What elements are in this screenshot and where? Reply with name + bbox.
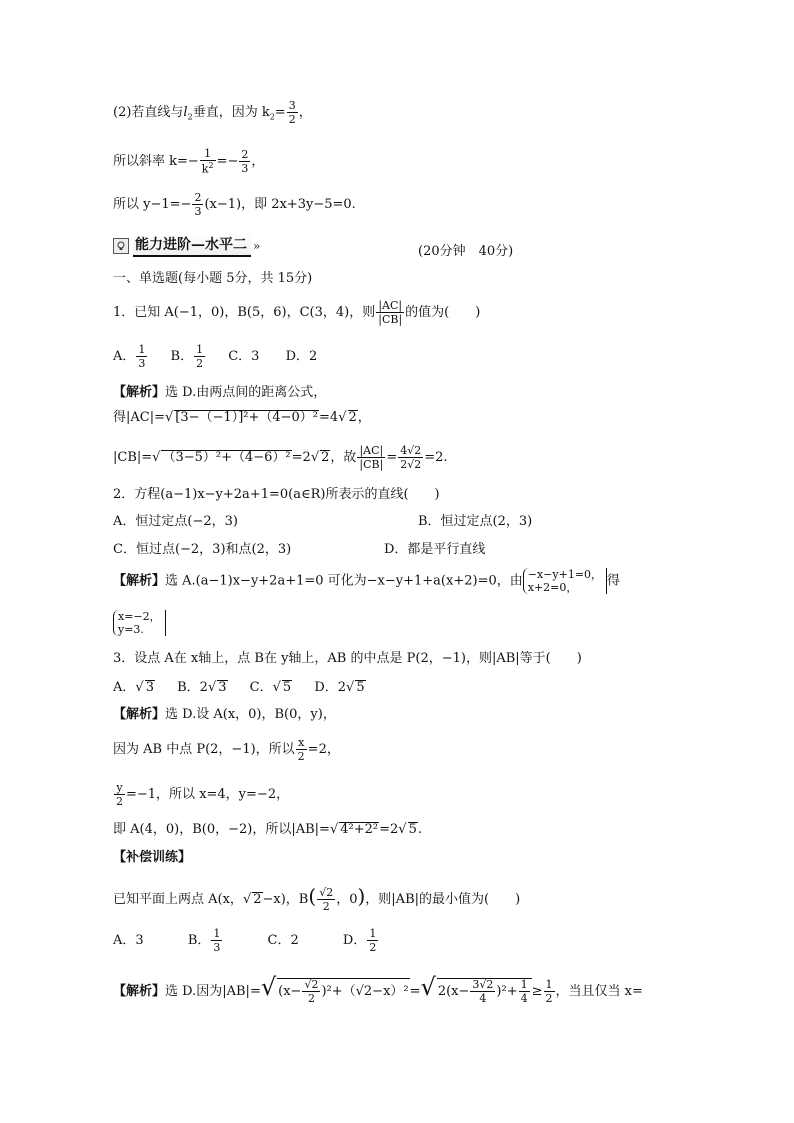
text: = [386, 450, 398, 465]
q3-options [113, 680, 366, 694]
radicand: （3−5）²+（4−6）² [162, 450, 291, 465]
option-d: D．2 [285, 349, 318, 364]
radicand: 2 [253, 892, 262, 907]
option-b: B．2 [177, 680, 208, 695]
sqrt-icon: √ [165, 410, 174, 425]
extra-sol [113, 975, 643, 1004]
text: . [417, 822, 422, 837]
text: 2 [187, 112, 193, 122]
q2-sol1 [113, 568, 620, 594]
text: ，0 [336, 892, 358, 907]
option-d: D． [342, 933, 367, 948]
text: 选 A.(a−1)x−y+2a+1=0 可化为−x−y+1+a(x+2)=0，由 [165, 573, 523, 589]
option-a: A． [113, 349, 136, 364]
q3-stem: 3．设点 A在 x轴上，点 B在 y轴上，AB 的中点是 P(2，−1)，则|AB|等于( ) [113, 651, 582, 666]
fraction [211, 928, 222, 953]
denominator: 2 [545, 992, 553, 1005]
section-timing: (20分钟 40分) [418, 244, 514, 259]
text: =2. [424, 450, 448, 465]
option-b: B． [170, 349, 194, 364]
option-a: A．3 [113, 933, 144, 948]
text: k [201, 162, 209, 176]
text: ， [298, 105, 312, 120]
fraction [194, 344, 205, 369]
radicand: 5 [356, 680, 365, 695]
text: 已知平面上两点 A(x， [113, 892, 243, 907]
numerator: x [296, 737, 307, 750]
paren-open: ( [308, 884, 317, 908]
fraction [519, 979, 530, 1004]
q2-option-b: B．恒过定点(2，3) [418, 514, 533, 529]
denominator [200, 161, 216, 175]
extra-options [113, 928, 379, 953]
radicand: 5 [282, 680, 292, 695]
analysis-tag: 【解析】 [113, 573, 166, 589]
text: 2 [269, 112, 275, 122]
q1-options [113, 344, 317, 369]
fraction [136, 344, 147, 369]
text: (x− [278, 984, 302, 999]
numerator: √2 [304, 978, 319, 991]
q2-sol2 [113, 610, 166, 636]
sqrt-icon: √ [398, 822, 407, 837]
radicand: [3−（−1）]²+（4−0）² [175, 410, 319, 425]
text: )²+ [496, 984, 518, 999]
part2-line2 [113, 148, 264, 175]
text: 所以斜率 k=− [113, 153, 199, 169]
fraction [470, 979, 495, 1004]
text: 选 D.设 A(x，0)，B(0，y)， [165, 707, 336, 722]
analysis-tag: 【解析】 [113, 385, 166, 400]
text: 因为 AB 中点 P(2，−1)，所以 [113, 742, 295, 757]
fraction [357, 445, 385, 470]
text: (x−1)，即 2x+3y−5=0. [204, 197, 356, 212]
sqrt-icon: √ [242, 892, 252, 907]
numerator: 1 [369, 927, 377, 940]
numerator: 1 [196, 343, 204, 356]
radicand: 2 [321, 450, 330, 465]
sqrt-icon: √ [135, 680, 144, 695]
extra-tag: 【补偿训练】 [113, 850, 192, 865]
sqrt-icon: √ [420, 973, 436, 1001]
option-b: B． [187, 933, 211, 948]
fraction [114, 782, 125, 807]
sqrt-icon: √ [329, 822, 339, 837]
text: 得 [607, 573, 621, 589]
fraction [376, 300, 404, 325]
denominator: 2 [116, 795, 123, 808]
part2-line3 [113, 192, 356, 217]
section-header [113, 234, 260, 257]
text: )²+（√2−x）² [321, 984, 409, 999]
denominator: 3 [213, 941, 221, 954]
numerator: 1 [520, 978, 528, 991]
fraction [367, 928, 378, 953]
q1-sol1 [113, 386, 326, 399]
numerator: 1 [138, 343, 146, 356]
text: l [183, 105, 188, 120]
numerator: 1 [545, 978, 553, 991]
sqrt-icon: √ [338, 410, 347, 425]
numerator: 2 [241, 147, 249, 161]
text: =4 [319, 410, 339, 425]
denominator: 2 [288, 113, 296, 126]
fraction [317, 887, 335, 912]
text: −x−y+1=0， [527, 568, 603, 581]
q1-sol2 [113, 410, 371, 424]
fraction [192, 192, 203, 217]
text: = [274, 105, 286, 120]
text: 2 [208, 161, 214, 170]
radicand: 3 [218, 680, 227, 695]
text: =2 [291, 450, 311, 465]
radicand [277, 978, 409, 1004]
q1-sol3 [113, 445, 448, 470]
numerator: √2 [319, 886, 334, 899]
denominator: 2 [369, 941, 377, 954]
option-c: C．3 [228, 349, 260, 364]
numerator: 1 [200, 148, 216, 161]
q2-option-a: A．恒过定点(−2，3) [113, 514, 238, 529]
option-a: A． [113, 680, 136, 695]
text: = [409, 984, 421, 999]
denominator: 3 [241, 161, 249, 175]
sqrt-icon: √ [310, 450, 320, 465]
numerator: y [114, 782, 125, 795]
numerator: 3 [288, 99, 296, 112]
part2-line1 [113, 100, 312, 125]
numerator: 1 [213, 927, 221, 940]
text: ， [251, 153, 265, 169]
paren-close: ) [357, 884, 366, 908]
radicand: 3 [145, 680, 154, 695]
numerator: 3√2 [472, 978, 494, 991]
text: =−1，所以 x=4，y=−2， [126, 787, 290, 802]
denominator: 2 [307, 992, 315, 1005]
text: x+2=0， [527, 581, 578, 595]
text: 得|AC|= [113, 410, 165, 425]
fraction [398, 445, 423, 470]
chevron-icon: » [253, 238, 261, 253]
section-title: 能力进阶—水平二 [133, 234, 251, 257]
sqrt-icon: √ [346, 680, 355, 695]
fraction [302, 979, 320, 1004]
fraction [200, 148, 216, 175]
denominator: 3 [194, 205, 202, 218]
text: ，当且仅当 x= [555, 984, 643, 999]
text: 2(x− [437, 984, 470, 999]
text: ≥ [531, 984, 543, 999]
text: =− [216, 153, 239, 169]
text: −x)，B [262, 892, 309, 907]
text: 选 D.因为|AB|= [165, 984, 261, 999]
equation-system [523, 568, 607, 594]
numerator: |AC| [357, 445, 385, 458]
denominator: 2√2 [400, 458, 422, 471]
text: (2)若直线与 [113, 105, 184, 120]
fraction [296, 737, 307, 762]
option-d: D．2 [314, 680, 347, 695]
denominator: 2 [322, 900, 330, 913]
lightbulb-icon [113, 238, 129, 254]
q2-option-d: D．都是平行直线 [384, 542, 486, 557]
text: 所以 y−1=− [113, 197, 192, 212]
numerator: 2 [194, 191, 202, 204]
q3-sol1 [113, 708, 336, 721]
option-c: C．2 [267, 933, 299, 948]
q3-sol3 [113, 782, 289, 807]
text: 的值为( ) [405, 305, 481, 320]
extra-stem [113, 886, 520, 912]
q2-stem: 2．方程(a−1)x−y+2a+1=0(a∈R)所表示的直线( ) [113, 487, 440, 502]
numerator: 4√2 [400, 444, 422, 457]
radicand: 5 [408, 822, 417, 837]
numerator: |AC| [376, 300, 404, 313]
text: 1．已知 A(−1，0)，B(5，6)，C(3，4)，则 [113, 305, 376, 320]
fraction [287, 100, 298, 125]
text: ，则|AB|的最小值为( ) [365, 892, 521, 907]
analysis-tag: 【解析】 [113, 707, 166, 722]
q3-sol4 [113, 822, 422, 836]
q3-sol2 [113, 737, 340, 762]
denominator: |CB| [378, 313, 403, 326]
denominator: 3 [138, 357, 146, 370]
denominator: 2 [196, 357, 204, 370]
denominator: 4 [520, 992, 528, 1005]
text: 选 D.由两点间的距离公式， [165, 385, 327, 400]
text: 垂直，因为 k [192, 105, 270, 120]
analysis-tag: 【解析】 [113, 984, 166, 999]
text: =2 [379, 822, 399, 837]
sqrt-icon: √ [152, 450, 161, 465]
text: ，故 [330, 450, 357, 465]
sqrt-icon: √ [207, 680, 217, 695]
text: |CB|= [113, 450, 153, 465]
fraction [239, 149, 250, 174]
radicand: 2 [348, 410, 357, 425]
equation-system [113, 610, 166, 636]
sqrt-icon: √ [272, 680, 281, 695]
denominator: 2 [297, 750, 305, 763]
radicand: 4²+2² [340, 822, 379, 837]
q1-stem [113, 300, 480, 325]
text: =2， [307, 742, 340, 757]
q2-option-c: C．恒过点(−2，3)和点(2，3) [113, 542, 292, 557]
denominator: 4 [479, 992, 487, 1005]
group-title: 一、单选题(每小题 5分，共 15分) [113, 271, 313, 286]
text: 即 A(4，0)，B(0，−2)，所以|AB|= [113, 822, 330, 837]
text: x=−2， [118, 610, 161, 623]
radicand [437, 978, 532, 1004]
fraction [544, 979, 555, 1004]
option-c: C． [249, 680, 273, 695]
denominator: |CB| [359, 458, 384, 471]
sqrt-icon: √ [260, 973, 277, 1001]
text: y=3. [118, 623, 144, 637]
text: ， [357, 410, 371, 425]
